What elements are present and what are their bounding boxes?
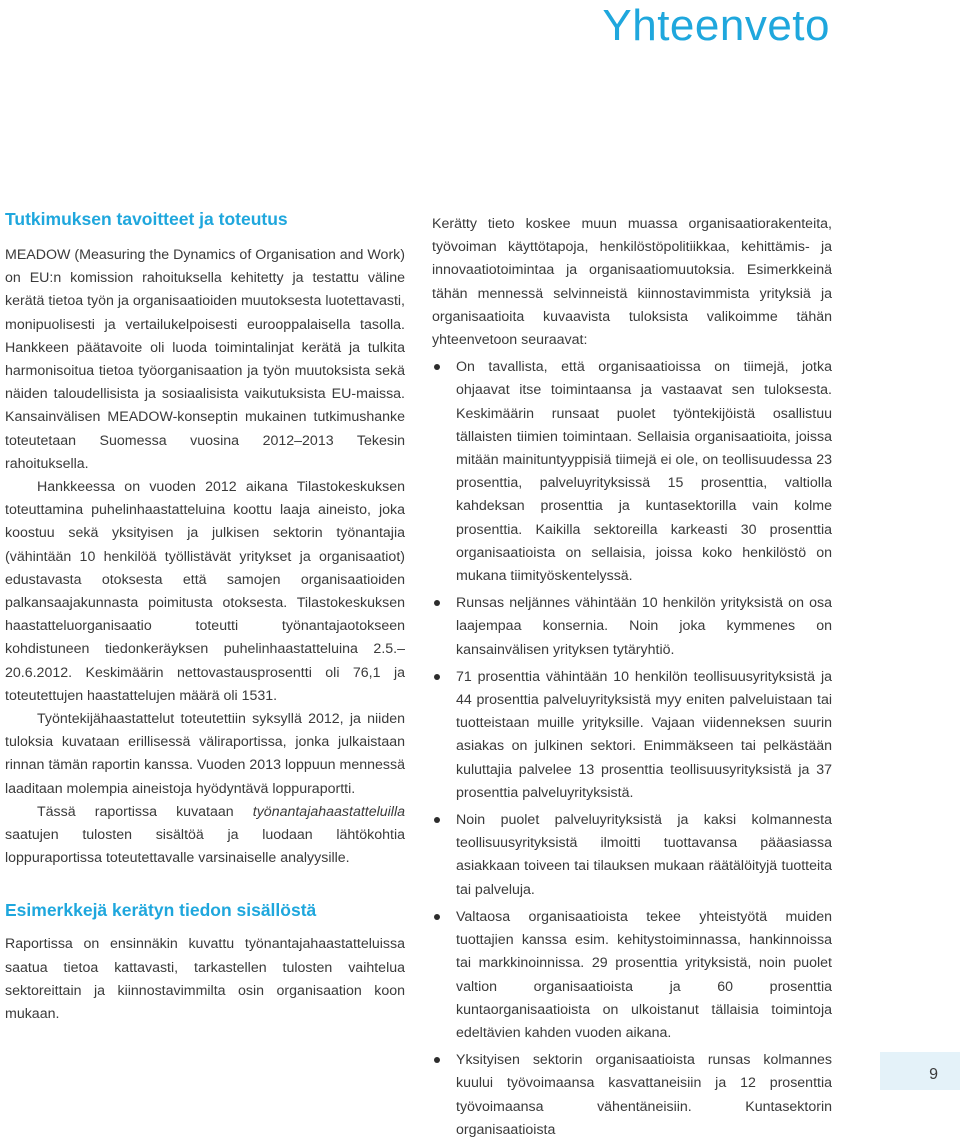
list-item-text: Noin puolet palveluyrityksistä ja kaksi kolmannesta teollisuusyrityksistä ilmoitti tuottavansa pääasiassa asiakkaan toiveen tai tilauksen mukaan räätälöityjä tuotteita tai palveluja. (456, 812, 832, 898)
report-scope-text-end: saatujen tulosten sisältöä ja luodaan lähtökohtia loppuraportissa toteutettavalle varsinaiselle analyysille. (5, 827, 405, 867)
bullet-icon (434, 1057, 440, 1063)
paragraph-meadow-intro: MEADOW (Measuring the Dynamics of Organisation and Work) on EU:n komission rahoituksella kehitetty ja testattu väline kerätä tietoa työn ja organisaatioiden muutoksesta luotettavasti, monipuolisesti ja vertailukelpoisesti eurooppalaisella tasolla. Hankkeen päätavoite oli luoda toimintalinjat kerätä ja tulkita harmonisoitua tietoa työorganisaation ja työn muutoksista sekä näiden taloudellisista ja sosiaalisista vaikutuksista EU-maissa. Kansainvälisen MEADOW-konseptin mukainen tutkimushanke toteutetaan Suomessa vuosina 2012–2013 Tekesin rahoituksella. (5, 247, 405, 472)
bullet-icon (434, 600, 440, 606)
bullet-icon (434, 674, 440, 680)
findings-list (432, 356, 832, 1142)
list-item-text: 71 prosenttia vähintään 10 henkilön teollisuusyrityksistä ja 44 prosenttia palveluyrityksistä myy eniten palveluistaan tai tuotteistaan muille yrityksille. Vajaan viidenneksen suurin asiakas on julkinen sektori. Enimmäkseen tai pelkästään kuluttajia palvelee 13 prosenttia teollisuusyrityksistä ja 37 prosenttia palveluyrityksistä. (456, 668, 832, 801)
section-heading-goals: Tutkimuksen tavoitteet ja toteutus (5, 209, 288, 229)
list-item (432, 906, 832, 1045)
list-item-text: Valtaosa organisaatioista tekee yhteistyötä muiden tuottajien kanssa esim. kehitystoiminnassa, hankinnoissa tai markkinoinnissa. 29 prosenttia yrityksistä, noin puolet valtion organisaatioista ja 60 prosenttia kuntaorganisaatioista on ulkoistanut tällaisia toimintoja edeltävien kahden vuoden aikana. (456, 908, 832, 1041)
bullet-icon (434, 364, 440, 370)
paragraph-examples-intro: Raportissa on ensinnäkin kuvattu työnantajahaastatteluissa saatua tietoa kattavasti, tarkastellen tulosten vaihtelua sektoreittain ja kiinnostavimmilta osin organisaation koon mukaan. (5, 936, 405, 1023)
section-heading-examples: Esimerkkejä kerätyn tiedon sisällöstä (5, 900, 317, 921)
list-item (432, 356, 832, 588)
list-item (432, 666, 832, 805)
paragraph-collected-data: Kerätty tieto koskee muun muassa organisaatiorakenteita, työvoiman käyttötapoja, henkilöstöpolitiikkaa, kehittämis- ja innovaatiotoimintaa ja organisaatiomuutoksia. Esimerkkeinä tähän mennessä selvinneistä kiinnostavimmista yrityksiä ja organisaatioita kuvaavista tuloksista valikoimme tähän yhteenvetoon seuraavat: (432, 216, 832, 349)
list-item (432, 592, 832, 662)
left-column (5, 208, 405, 1026)
paragraph-report-scope (5, 801, 405, 871)
list-item-text: On tavallista, että organisaatioissa on tiimejä, jotka ohjaavat itse toimintaansa ja vastaavat sen tuloksesta. Keskimäärin runsaat puolet työntekijöistä osallistuu tällaisten tiimien toimintaan. Sellaisia organisaatioita, joissa mitään mainituntyyppisiä tiimejä ei ole, on teollisuudessa 23 prosenttia, palveluyrityksissä 15 prosenttia, valtiolla kahdeksan prosenttia ja kuntasektorilla vain kolme prosenttia. Kaikilla sektoreilla karkeasti 30 prosenttia organisaatioista on sellaisia, joissa koko henkilöstö on mukana tiimityöskentelyssä. (456, 359, 832, 585)
page-title: Yhteenveto (602, 1, 830, 50)
list-item-text: Runsas neljännes vähintään 10 henkilön yrityksistä on osa laajempaa konsernia. Noin joka kymmenes on kansainvälisen yrityksen tytäryhtiö. (456, 595, 832, 658)
list-item (432, 809, 832, 902)
paragraph-data-collection: Hankkeessa on vuoden 2012 aikana Tilastokeskuksen toteuttamina puhelinhaastatteluina koottu laaja aineisto, joka koostuu sekä yksityisen ja julkisen sektorin työnantajia (vähintään 10 henkilöä työllistävät yritykset ja organisaatiot) edustavasta otoksesta että samojen organisaatioiden palkansaajakunnasta poimitusta otoksesta. Tilastokeskuksen haastatteluorganisaatio toteutti työnantajaotokseen kohdistuneen tiedonkeräyksen puhelinhaastatteluina 2.5.–20.6.2012. Keskimäärin nettovastausprosentti oli 76,1 ja toteutettujen haastattelujen määrä oli 1531. (5, 479, 405, 704)
page-number-box (880, 1052, 960, 1090)
bullet-icon (434, 817, 440, 823)
list-item (432, 1049, 832, 1142)
page-number: 9 (929, 1066, 938, 1083)
report-scope-text-start: Tässä raportissa kuvataan (37, 803, 253, 820)
right-column (432, 213, 832, 1142)
paragraph-employee-interviews: Työntekijähaastattelut toteutettiin syksyllä 2012, ja niiden tuloksia kuvataan erillisessä väliraportissa, jonka julkaistaan rinnan tämän raportin kanssa. Vuoden 2013 loppuun mennessä laaditaan molempia aineistoja hyödyntävä loppuraportti. (5, 711, 405, 797)
list-item-text: Yksityisen sektorin organisaatioista runsas kolmannes kuului työvoimaansa kasvattaneisiin ja 12 prosenttia työvoimaansa vähentäneisiin. Kuntasektorin organisaatioista (456, 1052, 832, 1138)
report-scope-emphasis: työnantajahaastatteluilla (252, 803, 405, 820)
bullet-icon (434, 914, 440, 920)
